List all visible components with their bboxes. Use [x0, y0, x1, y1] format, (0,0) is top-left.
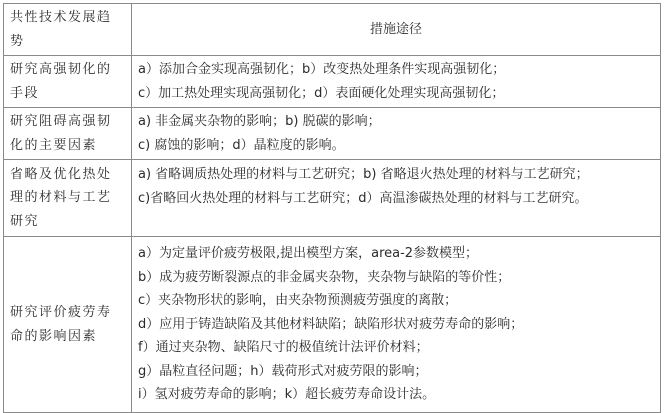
measure-line: c)省略回火热处理的材料与工艺研究；d）高温渗碳热处理的材料与工艺研究。 — [138, 190, 588, 206]
header-trend-label: 共性技术发展趋势 — [10, 10, 112, 49]
measure-line: a）添加合金实现高强韧化；b）改变热处理条件实现高强韧化； — [138, 62, 506, 77]
trend-cell — [4, 108, 132, 160]
header-measures — [132, 4, 661, 56]
trend-label: 研究高强韧化的手段 — [10, 62, 112, 101]
table-row — [4, 160, 661, 237]
measure-line: g）晶粒直径问题；h）载荷形式对疲劳限的影响； — [138, 363, 428, 379]
trend-cell — [4, 56, 132, 108]
table-row — [4, 108, 661, 160]
measure-line: i）氢对疲劳寿命的影响；k）超长疲劳寿命设计法。 — [138, 387, 436, 403]
header-measures-label: 措施途径 — [369, 21, 422, 37]
measures-table — [3, 3, 661, 413]
table-row — [4, 56, 661, 108]
trend-label: 研究阻碍高强韧化的主要因素 — [10, 114, 112, 153]
trend-cell — [4, 237, 132, 413]
measure-line: c）加工热处理实现高强韧化；d）表面硬化处理实现高强韧化； — [138, 85, 505, 101]
measure-line: d）应用于铸造缺陷及其他材料缺陷；缺陷形状对疲劳寿命的影响； — [138, 316, 524, 332]
table-row — [4, 237, 661, 413]
measure-line: c）夹杂物形状的影响，由夹杂物预测疲劳强度的离散； — [138, 293, 458, 309]
trend-label: 省略及优化热处理的材料与工艺研究 — [10, 166, 112, 229]
measures-cell — [132, 160, 661, 237]
measure-line: f）通过夹杂物、缺陷尺寸的极值统计法评价材料； — [138, 340, 429, 356]
trend-label: 研究评价疲劳寿命的影响因素 — [10, 305, 112, 344]
header-row — [4, 4, 661, 56]
measure-line: a) 非金属夹杂物的影响；b) 脱碳的影响； — [138, 114, 381, 129]
measures-cell — [132, 108, 661, 160]
measures-cell — [132, 56, 661, 108]
measure-line: c) 腐蚀的影响；d）晶粒度的影响。 — [138, 137, 345, 153]
header-trend — [4, 4, 132, 56]
measure-line: a）为定量评价疲劳极限,提出模型方案，area-2参数模型； — [138, 246, 479, 262]
trend-cell — [4, 160, 132, 237]
measure-line: a) 省略调质热处理的材料与工艺研究；b) 省略退火热处理的材料与工艺研究； — [138, 167, 589, 182]
measures-cell — [132, 237, 661, 413]
measure-line: b）成为疲劳断裂源点的非金属夹杂物，夹杂物与缺陷的等价性； — [138, 269, 511, 285]
